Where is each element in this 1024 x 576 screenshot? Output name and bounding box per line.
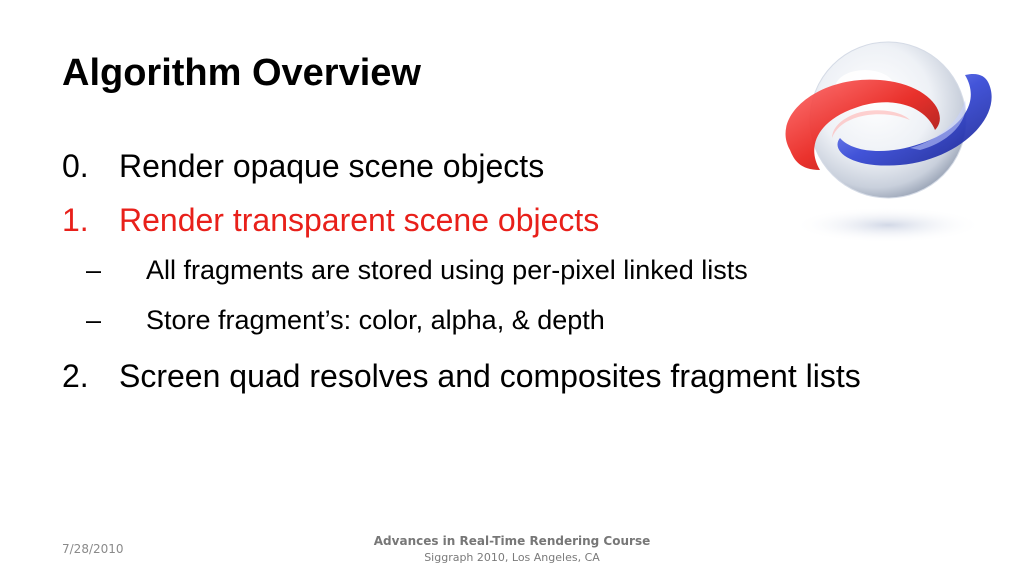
slide-title: Algorithm Overview [62,52,421,94]
dash-bullet: – [86,255,102,285]
list-item-highlighted [62,198,942,242]
footer-center [312,532,712,566]
sub-item-text: Store fragment’s: color, alpha, & depth [146,305,605,335]
sub-list-item [62,300,942,340]
footer-course-title: Advances in Real-Time Rendering Course [373,534,651,548]
footer-date: 7/28/2010 [62,542,124,556]
dash-bullet: – [86,305,102,335]
item-text: Render transparent scene objects [119,202,600,238]
list-item [62,144,942,188]
sub-item-text: All fragments are stored using per-pixel linked lists [146,255,748,285]
item-number: 2. [62,358,89,394]
sub-list-item [62,250,942,290]
item-text: Render opaque scene objects [119,148,545,184]
footer-venue: Siggraph 2010, Los Angeles, CA [424,551,600,564]
list-item [62,354,942,398]
item-text: Screen quad resolves and composites fragment lists [119,358,861,394]
bullet-list [62,140,942,398]
item-number: 1. [62,202,89,238]
item-number: 0. [62,148,89,184]
